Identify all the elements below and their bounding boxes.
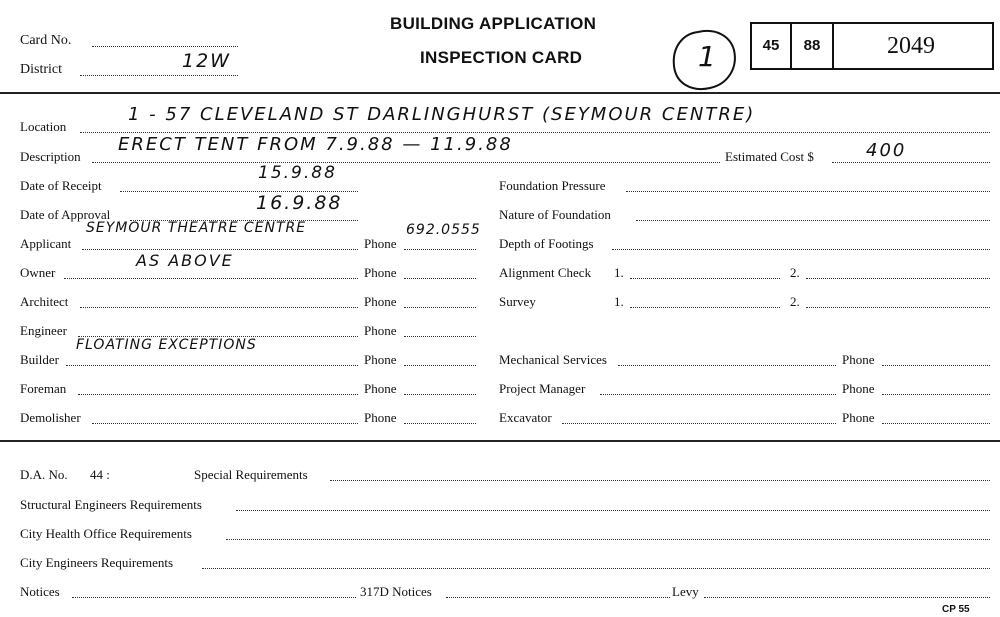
applicant-phone-value: 692.0555: [406, 222, 481, 238]
notices-line: [72, 597, 356, 598]
district-line: [80, 75, 238, 76]
city-engineers-label: City Engineers Requirements: [20, 555, 174, 570]
survey-label: Survey: [499, 294, 536, 309]
description-value: ERECT TENT FROM 7.9.88 — 11.9.88: [118, 134, 513, 155]
card-no-line: [92, 46, 238, 47]
circled-number: 1: [698, 40, 718, 73]
notices-317d-label: 317D Notices: [360, 584, 432, 599]
alignment-num-1: 1.: [614, 265, 624, 280]
box-value-1: 45: [762, 37, 780, 54]
notices-label: Notices: [20, 584, 60, 599]
city-engineers-line: [202, 568, 990, 569]
structural-line: [236, 510, 990, 511]
alignment-check-label: Alignment Check: [499, 265, 592, 280]
excavator-label: Excavator: [499, 410, 552, 425]
depth-footings-label: Depth of Footings: [499, 236, 594, 251]
notices-317d-line: [446, 597, 670, 598]
special-req-label: Special Requirements: [194, 467, 308, 482]
foreman-phone-line: [404, 394, 476, 395]
date-approval-value: 16.9.88: [256, 192, 343, 214]
structural-label: Structural Engineers Requirements: [20, 497, 202, 512]
description-line: [92, 162, 720, 163]
city-health-label: City Health Office Requirements: [20, 526, 192, 541]
description-label: Description: [20, 149, 81, 164]
engineer-phone-line: [404, 336, 476, 337]
foundation-pressure-label: Foundation Pressure: [499, 178, 606, 193]
date-approval-label: Date of Approval: [20, 207, 111, 222]
foreman-phone-label: Phone: [364, 381, 397, 396]
da-label: D.A. No.: [20, 467, 68, 482]
architect-label: Architect: [20, 294, 69, 309]
location-line: [80, 132, 990, 133]
owner-phone-line: [404, 278, 476, 279]
foundation-pressure-line: [626, 191, 990, 192]
depth-footings-line: [612, 249, 990, 250]
applicant-line: [82, 249, 358, 250]
project-manager-phone-label: Phone: [842, 381, 875, 396]
location-value: 1 - 57 CLEVELAND ST DARLINGHURST (SEYMOUR CENTRE): [128, 104, 756, 125]
mechanical-phone-line: [882, 365, 990, 366]
applicant-phone-line: [404, 249, 476, 250]
card-number-box: [750, 22, 994, 70]
demolisher-phone-line: [404, 423, 476, 424]
architect-phone-label: Phone: [364, 294, 397, 309]
levy-line: [704, 597, 990, 598]
owner-label: Owner: [20, 265, 56, 280]
nature-foundation-label: Nature of Foundation: [499, 207, 611, 222]
foreman-label: Foreman: [20, 381, 67, 396]
date-receipt-label: Date of Receipt: [20, 178, 102, 193]
district-label: District: [20, 62, 62, 77]
alignment-line-1: [630, 278, 780, 279]
city-health-line: [226, 539, 990, 540]
project-manager-phone-line: [882, 394, 990, 395]
main-divider: [0, 440, 1000, 442]
estimated-cost-value: 400: [866, 140, 907, 161]
title-line-2: INSPECTION CARD: [420, 48, 583, 67]
alignment-line-2: [806, 278, 990, 279]
excavator-phone-label: Phone: [842, 410, 875, 425]
mechanical-line: [618, 365, 836, 366]
applicant-phone-label: Phone: [364, 236, 397, 251]
district-value: 12W: [182, 50, 231, 72]
survey-line-1: [630, 307, 780, 308]
applicant-label: Applicant: [20, 236, 72, 251]
levy-label: Levy: [672, 584, 699, 599]
survey-line-2: [806, 307, 990, 308]
mechanical-label: Mechanical Services: [499, 352, 607, 367]
nature-foundation-line: [636, 220, 990, 221]
applicant-value: SEYMOUR THEATRE CENTRE: [86, 220, 307, 236]
architect-phone-line: [404, 307, 476, 308]
excavator-phone-line: [882, 423, 990, 424]
owner-line: [64, 278, 358, 279]
header-divider: [0, 92, 1000, 94]
estimated-cost-label: Estimated Cost $: [725, 149, 814, 164]
owner-value: AS ABOVE: [136, 251, 234, 270]
location-label: Location: [20, 119, 67, 134]
survey-num-1: 1.: [614, 294, 624, 309]
owner-phone-label: Phone: [364, 265, 397, 280]
da-value: 44 :: [90, 467, 110, 482]
demolisher-line: [92, 423, 358, 424]
estimated-cost-line: [832, 162, 990, 163]
date-receipt-value: 15.9.88: [258, 163, 337, 183]
builder-phone-label: Phone: [364, 352, 397, 367]
box-value-3: 2049: [887, 33, 935, 59]
builder-phone-line: [404, 365, 476, 366]
box-value-2: 88: [803, 37, 821, 54]
project-manager-label: Project Manager: [499, 381, 586, 396]
architect-line: [80, 307, 358, 308]
builder-value: FLOATING EXCEPTIONS: [76, 337, 257, 353]
project-manager-line: [600, 394, 836, 395]
card-no-label: Card No.: [20, 33, 72, 48]
demolisher-phone-label: Phone: [364, 410, 397, 425]
foreman-line: [78, 394, 358, 395]
excavator-line: [562, 423, 836, 424]
survey-num-2: 2.: [790, 294, 800, 309]
demolisher-label: Demolisher: [20, 410, 81, 425]
engineer-label: Engineer: [20, 323, 67, 338]
builder-line: [66, 365, 358, 366]
title-line-1: BUILDING APPLICATION: [390, 14, 597, 33]
special-req-line: [330, 480, 990, 481]
builder-label: Builder: [20, 352, 59, 367]
alignment-num-2: 2.: [790, 265, 800, 280]
form-code: CP 55: [942, 604, 970, 615]
engineer-phone-label: Phone: [364, 323, 397, 338]
mechanical-phone-label: Phone: [842, 352, 875, 367]
